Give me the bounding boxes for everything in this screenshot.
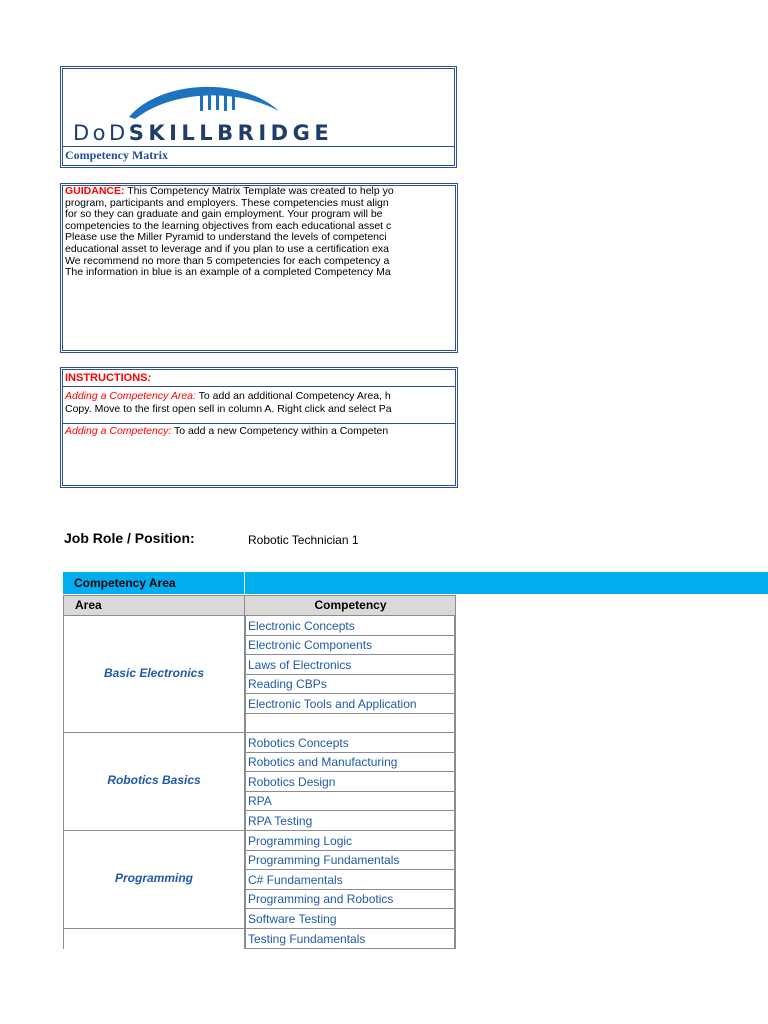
competency-cell[interactable]: Robotics Design	[245, 772, 456, 792]
instruction-item-competency	[63, 425, 455, 438]
logo-divider	[63, 146, 454, 147]
instructions-label: INSTRUCTIONS	[65, 372, 148, 384]
competency-cell[interactable]: Programming and Robotics	[245, 890, 456, 909]
guidance-line: We recommend no more than 5 competencies for each competency a	[65, 254, 390, 267]
area-name: Programming	[114, 871, 193, 885]
job-role-label: Job Role / Position:	[64, 530, 195, 546]
instructions-colon: :	[147, 372, 152, 384]
instruction-item-competency-text: To add a new Competency within a Competen	[171, 425, 389, 437]
guidance-line: program, participants and employers. These competencies must align	[65, 196, 389, 209]
area-name: Basic Electronics	[103, 665, 205, 680]
instructions-divider	[63, 423, 455, 424]
logo-text-dod: DoD	[73, 121, 129, 145]
area-cell[interactable]	[63, 616, 245, 733]
guidance-line: competencies to the learning objectives from each educational asset c	[65, 219, 392, 232]
area-name: Robotics Basics	[107, 773, 201, 787]
competency-cell[interactable]: Programming Logic	[245, 831, 456, 851]
competency-cell[interactable]: Electronic Components	[245, 636, 456, 655]
area-cell[interactable]	[63, 733, 245, 831]
guidance-line: Please use the Miller Pyramid to understand the levels of competenci	[65, 231, 387, 244]
competency-area-header: Competency Area	[63, 572, 245, 594]
column-header-area: Area	[64, 596, 245, 615]
competency-cell[interactable]: Reading CBPs	[245, 675, 456, 694]
skillbridge-bridge-logo	[129, 79, 279, 121]
instruction-item-area-label: Adding a Competency Area:	[65, 390, 196, 402]
matrix-title: Competency Matrix	[65, 148, 168, 162]
column-header-competency: Competency	[314, 598, 387, 612]
competency-cell[interactable]	[245, 714, 456, 733]
guidance-first-text: This Competency Matrix Template was created to help yo	[124, 185, 394, 197]
competency-cell[interactable]: RPA Testing	[245, 811, 456, 831]
guidance-first-line	[63, 186, 455, 198]
guidance-line: for so they can graduate and gain employment. Your program will be	[65, 208, 383, 221]
guidance-line: educational asset to leverage and if you plan to use a certification exa	[65, 242, 389, 255]
area-cell[interactable]	[63, 831, 245, 929]
guidance-line: The information in blue is an example of a completed Competency Ma	[65, 266, 391, 279]
instruction-item-area	[63, 390, 455, 403]
instructions-box	[62, 369, 456, 486]
instruction-item-competency-label: Adding a Competency:	[65, 425, 172, 437]
guidance-box	[62, 185, 456, 351]
logo-text-skillbridge: SKILLBRIDGE	[128, 121, 334, 145]
table-subheader	[63, 595, 456, 616]
competency-cell[interactable]: RPA	[245, 792, 456, 811]
competency-cell[interactable]: Testing Fundamentals	[245, 929, 456, 949]
area-cell[interactable]	[63, 929, 245, 949]
competency-cell[interactable]: Robotics and Manufacturing	[245, 753, 456, 772]
competency-cell[interactable]: Electronic Tools and Application	[245, 694, 456, 714]
instruction-item-area-text: To add an additional Competency Area, h	[195, 390, 391, 402]
instruction-item-area-line2: Copy. Move to the first open sell in column A. Right click and select Pa	[65, 403, 392, 415]
logo-header-box	[62, 68, 455, 166]
competency-cell[interactable]: Robotics Concepts	[245, 733, 456, 753]
instructions-heading	[63, 370, 455, 387]
competency-cell[interactable]: Electronic Concepts	[245, 616, 456, 636]
logo-wordmark	[73, 121, 333, 145]
competency-cell[interactable]: Laws of Electronics	[245, 655, 456, 675]
guidance-label: GUIDANCE:	[65, 185, 125, 197]
competency-cell[interactable]: C# Fundamentals	[245, 870, 456, 890]
competency-cell[interactable]: Programming Fundamentals	[245, 851, 456, 870]
job-role-value[interactable]: Robotic Technician 1	[248, 533, 359, 547]
competency-cell[interactable]: Software Testing	[245, 909, 456, 929]
